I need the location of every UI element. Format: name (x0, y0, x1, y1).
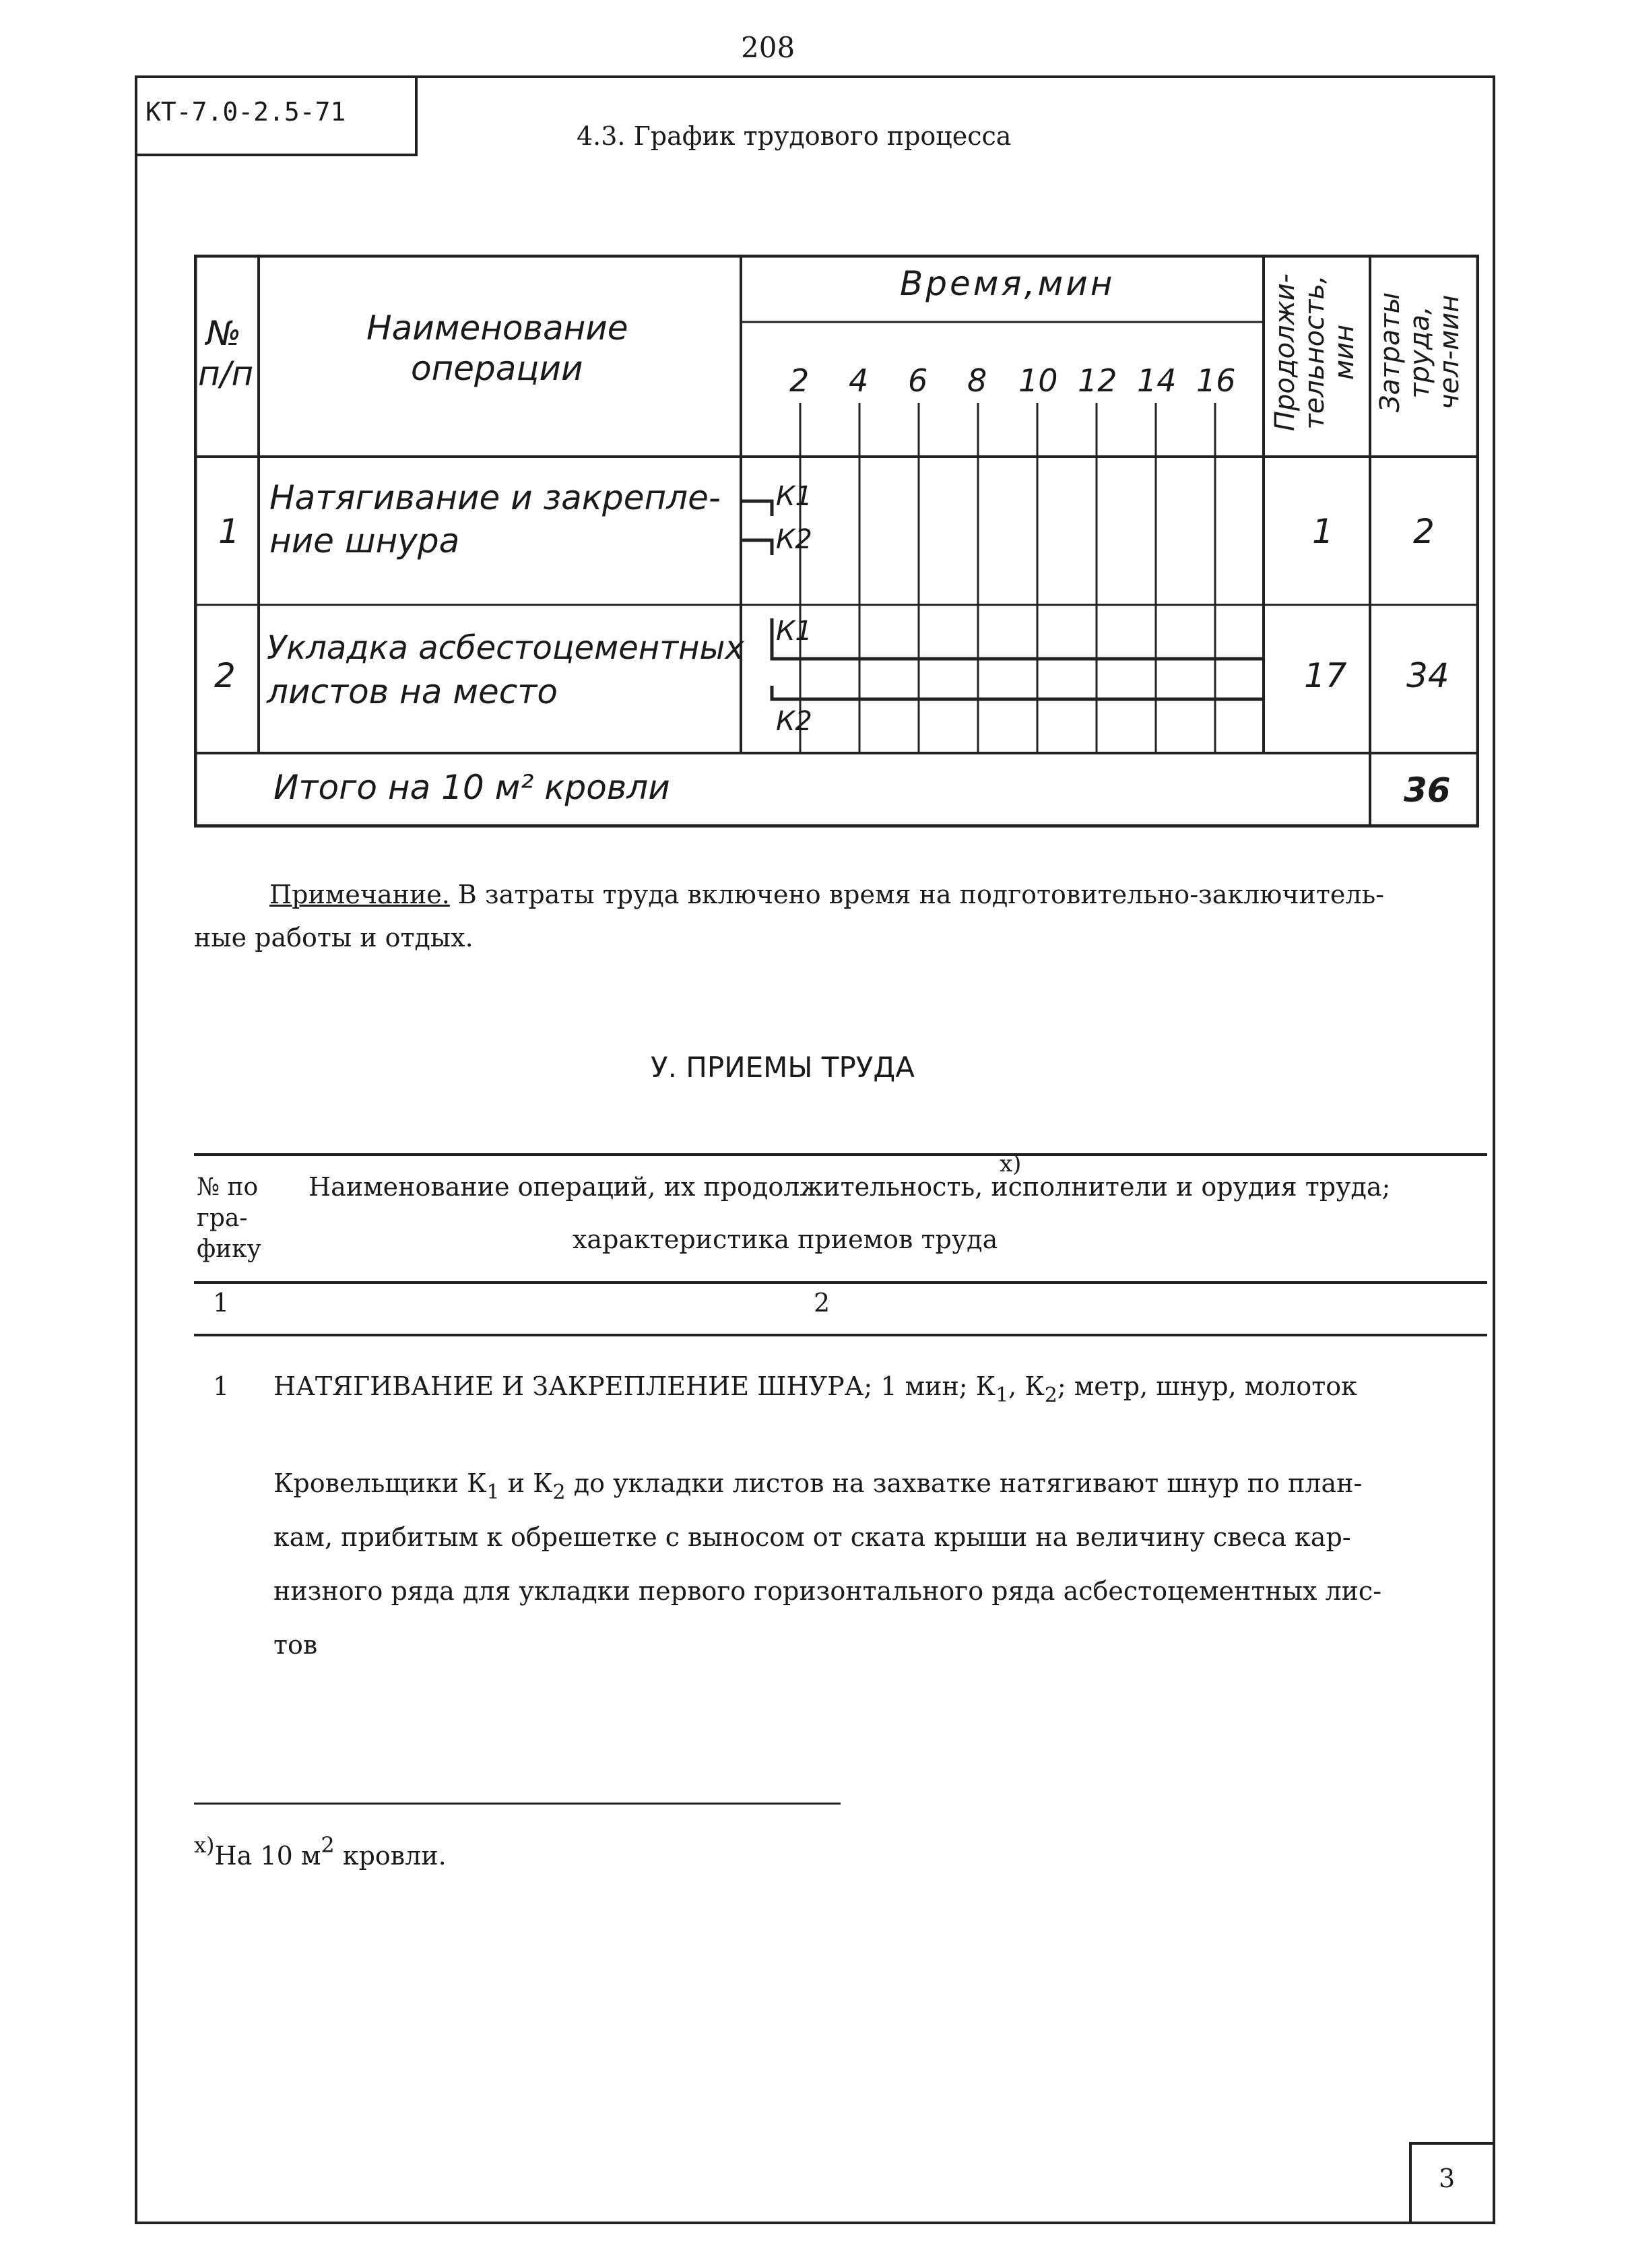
header-col1 (197, 1172, 261, 1265)
header-duration-l3: мин (1329, 324, 1360, 381)
operation-sub2: 2 (1044, 1384, 1057, 1407)
table2-header-rule (194, 1281, 1487, 1284)
header-num-l2: п/п (198, 354, 254, 393)
description-line4: тов (273, 1630, 318, 1660)
tick-12: 12 (1078, 362, 1117, 399)
description-line1 (273, 1468, 1486, 1504)
header-col1-l3: фику (197, 1235, 261, 1263)
table2-top-rule (194, 1153, 1487, 1156)
section5-title: У. ПРИЕМЫ ТРУДА (651, 1051, 915, 1084)
tick-6: 6 (908, 362, 928, 399)
tick-14: 14 (1137, 362, 1177, 399)
note-text-line2: ные работы и отдых. (194, 923, 474, 952)
header-op-l2: операции (411, 349, 583, 388)
row1-duration: 1 (1312, 512, 1334, 551)
header-time: Время,мин (900, 264, 1115, 303)
row1-num: 1 (218, 512, 240, 551)
operation-title-a: НАТЯГИВАНИЕ И ЗАКРЕПЛЕНИЕ ШНУРА; 1 мин; К (273, 1371, 996, 1401)
sheet-number: 3 (1439, 2164, 1456, 2193)
row1-labor: 2 (1413, 512, 1435, 551)
footnote-text-b: кровли. (334, 1841, 447, 1871)
row1-op-l1: Натягивание и закрепле- (269, 478, 721, 517)
footnote-sup: 2 (321, 1832, 335, 1858)
row2-num: 2 (214, 656, 236, 695)
row1-op-l2: ние шнура (269, 521, 460, 560)
header-num-1: 1 (213, 1288, 230, 1318)
operation-title-b: ; метр, шнур, молоток (1057, 1371, 1357, 1401)
section-title: 4.3. График трудового процесса (577, 121, 1012, 151)
row2-labor: 34 (1406, 656, 1449, 695)
header-col1-l2: гра- (197, 1204, 248, 1232)
row1-worker-k2: К2 (776, 524, 812, 555)
header-num-2: 2 (814, 1288, 830, 1318)
tick-2: 2 (789, 362, 810, 399)
desc-l1b: и К (499, 1468, 553, 1498)
desc-l1s1: 1 (486, 1481, 500, 1504)
desc-l1s2: 2 (552, 1481, 566, 1504)
footnote-rule (194, 1803, 841, 1805)
header-num-l1: № (206, 314, 242, 353)
page-number: 208 (741, 31, 795, 64)
header-duration-l2: тельность, (1299, 275, 1330, 430)
header-duration-l1: Продолжи- (1270, 273, 1301, 432)
row1-worker-k1: К1 (776, 481, 812, 512)
desc-l1a: Кровельщики К (273, 1468, 487, 1498)
footnote (194, 1832, 447, 1871)
header-duration (1270, 255, 1359, 450)
tick-16: 16 (1196, 362, 1236, 399)
note (269, 868, 1468, 921)
gantt-bar-row2-k1 (772, 618, 1264, 659)
note-label: Примечание. (269, 880, 450, 909)
row2-op-l1: Укладка асбестоцементных (267, 629, 744, 667)
header-col1-l1: № по (197, 1173, 259, 1201)
note-text: В затраты труда включено время на подготовительно-заключитель- (449, 880, 1385, 909)
footnote-text-a: На 10 м (214, 1841, 321, 1871)
row2-duration: 17 (1304, 656, 1347, 695)
gantt-bar-row1-k1 (741, 501, 772, 516)
operation-title (273, 1371, 1357, 1407)
header-labor (1375, 255, 1464, 450)
desc-l1c: до укладки листов на захватке натягивают шнур по план- (565, 1468, 1363, 1498)
row2-op-l2: листов на место (267, 672, 558, 711)
header-labor-l3: чел-мин (1434, 294, 1465, 410)
row2-worker-k2: К2 (776, 706, 812, 737)
row2-worker-k1: К1 (776, 616, 812, 647)
header-col2-l2: характеристика приемов труда (573, 1225, 998, 1254)
tick-10: 10 (1018, 362, 1058, 399)
doc-code: КТ-7.0-2.5-71 (145, 97, 346, 127)
operation-sub1: 1 (996, 1384, 1009, 1407)
labor-schedule-table (194, 255, 1479, 829)
total-value: 36 (1404, 771, 1451, 810)
footnote-mark: x) (194, 1832, 215, 1858)
header-col2-footnote-mark: x) (1000, 1151, 1022, 1177)
operation-sep: , К (1008, 1371, 1045, 1401)
gantt-bar-row1-k2 (741, 540, 772, 555)
gantt-bar-row2-k2 (772, 686, 1264, 699)
table2-numbers-rule (194, 1334, 1487, 1336)
total-label: Итого на 10 м² кровли (273, 768, 670, 807)
operation-num: 1 (213, 1371, 230, 1401)
header-col2-l1: Наименование операций, их продолжительность, исполнители и орудия труда; (308, 1172, 1391, 1202)
description-line2: кам, прибитым к обрешетке с выносом от ската крыши на величину свеса кар- (273, 1522, 1351, 1552)
description-line3: низного ряда для укладки первого горизонтального ряда асбестоцементных лис- (273, 1576, 1382, 1606)
header-labor-l2: труда, (1404, 306, 1435, 399)
header-labor-l1: Затраты (1375, 292, 1406, 413)
tick-8: 8 (967, 362, 987, 399)
header-op-l1: Наименование (366, 309, 628, 348)
tick-4: 4 (849, 362, 869, 399)
